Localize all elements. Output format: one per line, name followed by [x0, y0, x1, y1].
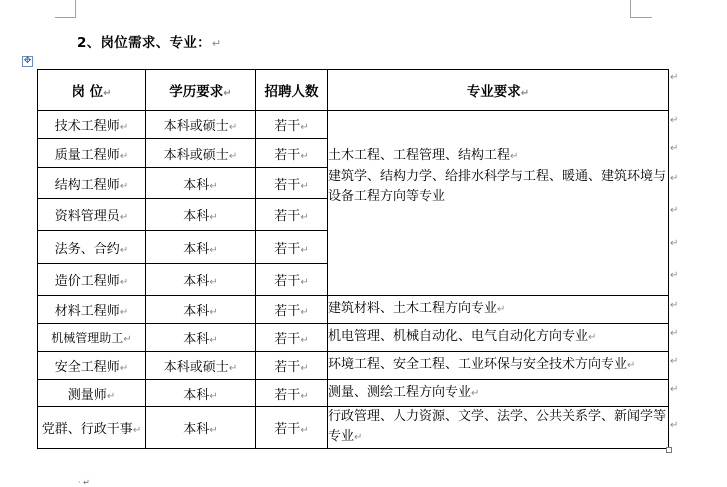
cell-count: 若干↵: [256, 296, 328, 324]
cell-major: 测量、测绘工程方向专业↵: [328, 380, 669, 407]
crop-mark-top-left-vertical: [75, 0, 76, 18]
header-education: 学历要求↵: [146, 70, 256, 111]
crop-mark-top-left-horizontal: [55, 17, 76, 18]
row-end-mark-icon: ↵: [670, 173, 679, 184]
cell-count: 若干↵: [256, 199, 328, 231]
major-line: 土木工程、工程管理、结构工程↵: [328, 147, 519, 163]
table-row: [38, 380, 669, 407]
cell-count: 若干↵: [256, 407, 328, 449]
cell-education: 本科↵: [146, 168, 256, 199]
cell-position: 法务、合约↵: [38, 231, 146, 264]
table-move-handle-icon[interactable]: ✥: [23, 56, 32, 66]
cell-education: 本科↵: [146, 199, 256, 231]
paragraph-mark-icon: ↵: [211, 37, 222, 50]
cell-education: 本科↵: [146, 380, 256, 407]
row-end-mark-icon: ↵: [670, 143, 679, 154]
table-row: [38, 407, 669, 449]
crop-mark-top-right-horizontal: [630, 17, 652, 18]
table-resize-handle-icon[interactable]: [666, 447, 672, 453]
table-row: [38, 296, 669, 324]
row-end-mark-icon: ↵: [670, 356, 679, 367]
cell-education: 本科或硕士↵: [146, 352, 256, 380]
cell-count: 若干↵: [256, 352, 328, 380]
cell-count: 若干↵: [256, 264, 328, 296]
table-header-row: [38, 70, 669, 111]
cell-count: 若干↵: [256, 380, 328, 407]
row-end-mark-icon: ↵: [670, 270, 679, 281]
major-line: 建筑学、结构力学、给排水科学与工程、暖通、建筑环境与设备工程方向等专业: [328, 168, 667, 204]
cursor-mark: · ↵: [78, 478, 90, 487]
row-end-mark-icon: ↵: [670, 420, 679, 431]
cell-count: 若干↵: [256, 168, 328, 199]
row-end-mark-icon: ↵: [670, 328, 679, 339]
cell-major: 建筑材料、土木工程方向专业↵: [328, 296, 669, 324]
table-row: [38, 111, 669, 139]
table-row: [38, 352, 669, 380]
cell-count: 若干↵: [256, 139, 328, 168]
cell-position: 党群、行政干事↵: [38, 407, 146, 449]
cell-position: 安全工程师↵: [38, 352, 146, 380]
section-heading-text: 2、岗位需求、专业：: [77, 35, 211, 51]
cell-position: 材料工程师↵: [38, 296, 146, 324]
requirements-table: [37, 69, 669, 449]
cell-position: 结构工程师↵: [38, 168, 146, 199]
row-end-mark-icon: ↵: [670, 384, 679, 395]
row-end-mark-icon: ↵: [670, 238, 679, 249]
cell-education: 本科↵: [146, 407, 256, 449]
cell-education: 本科或硕士↵: [146, 111, 256, 139]
header-position: 岗 位↵: [38, 70, 146, 111]
cell-education: 本科↵: [146, 324, 256, 352]
cell-position: 造价工程师↵: [38, 264, 146, 296]
row-end-mark-icon: ↵: [670, 300, 679, 311]
cell-major: 行政管理、人力资源、文学、法学、公共关系学、新闻学等专业↵: [328, 407, 669, 449]
cell-major: 机电管理、机械自动化、电气自动化方向专业↵: [328, 324, 669, 352]
cell-major-merged: [328, 111, 669, 296]
cell-position: 技术工程师↵: [38, 111, 146, 139]
cell-education: 本科↵: [146, 296, 256, 324]
row-end-mark-icon: ↵: [670, 115, 679, 126]
header-major: 专业要求↵: [328, 70, 669, 111]
header-count: 招聘人数: [256, 70, 328, 111]
row-end-mark-icon: ↵: [670, 72, 679, 83]
cell-count: 若干↵: [256, 324, 328, 352]
cell-education: 本科↵: [146, 231, 256, 264]
cell-education: 本科或硕士↵: [146, 139, 256, 168]
cell-count: 若干↵: [256, 231, 328, 264]
cell-major: 环境工程、安全工程、工业环保与安全技术方向专业↵: [328, 352, 669, 380]
cell-position: 资料管理员↵: [38, 199, 146, 231]
cell-position: 质量工程师↵: [38, 139, 146, 168]
table-row: [38, 324, 669, 352]
cell-education: 本科↵: [146, 264, 256, 296]
crop-mark-top-right-vertical: [630, 0, 631, 18]
cell-position: 机械管理助工↵: [38, 324, 146, 352]
section-heading: [77, 31, 221, 51]
cell-position: 测量师↵: [38, 380, 146, 407]
cell-count: 若干↵: [256, 111, 328, 139]
row-end-mark-icon: ↵: [670, 205, 679, 216]
